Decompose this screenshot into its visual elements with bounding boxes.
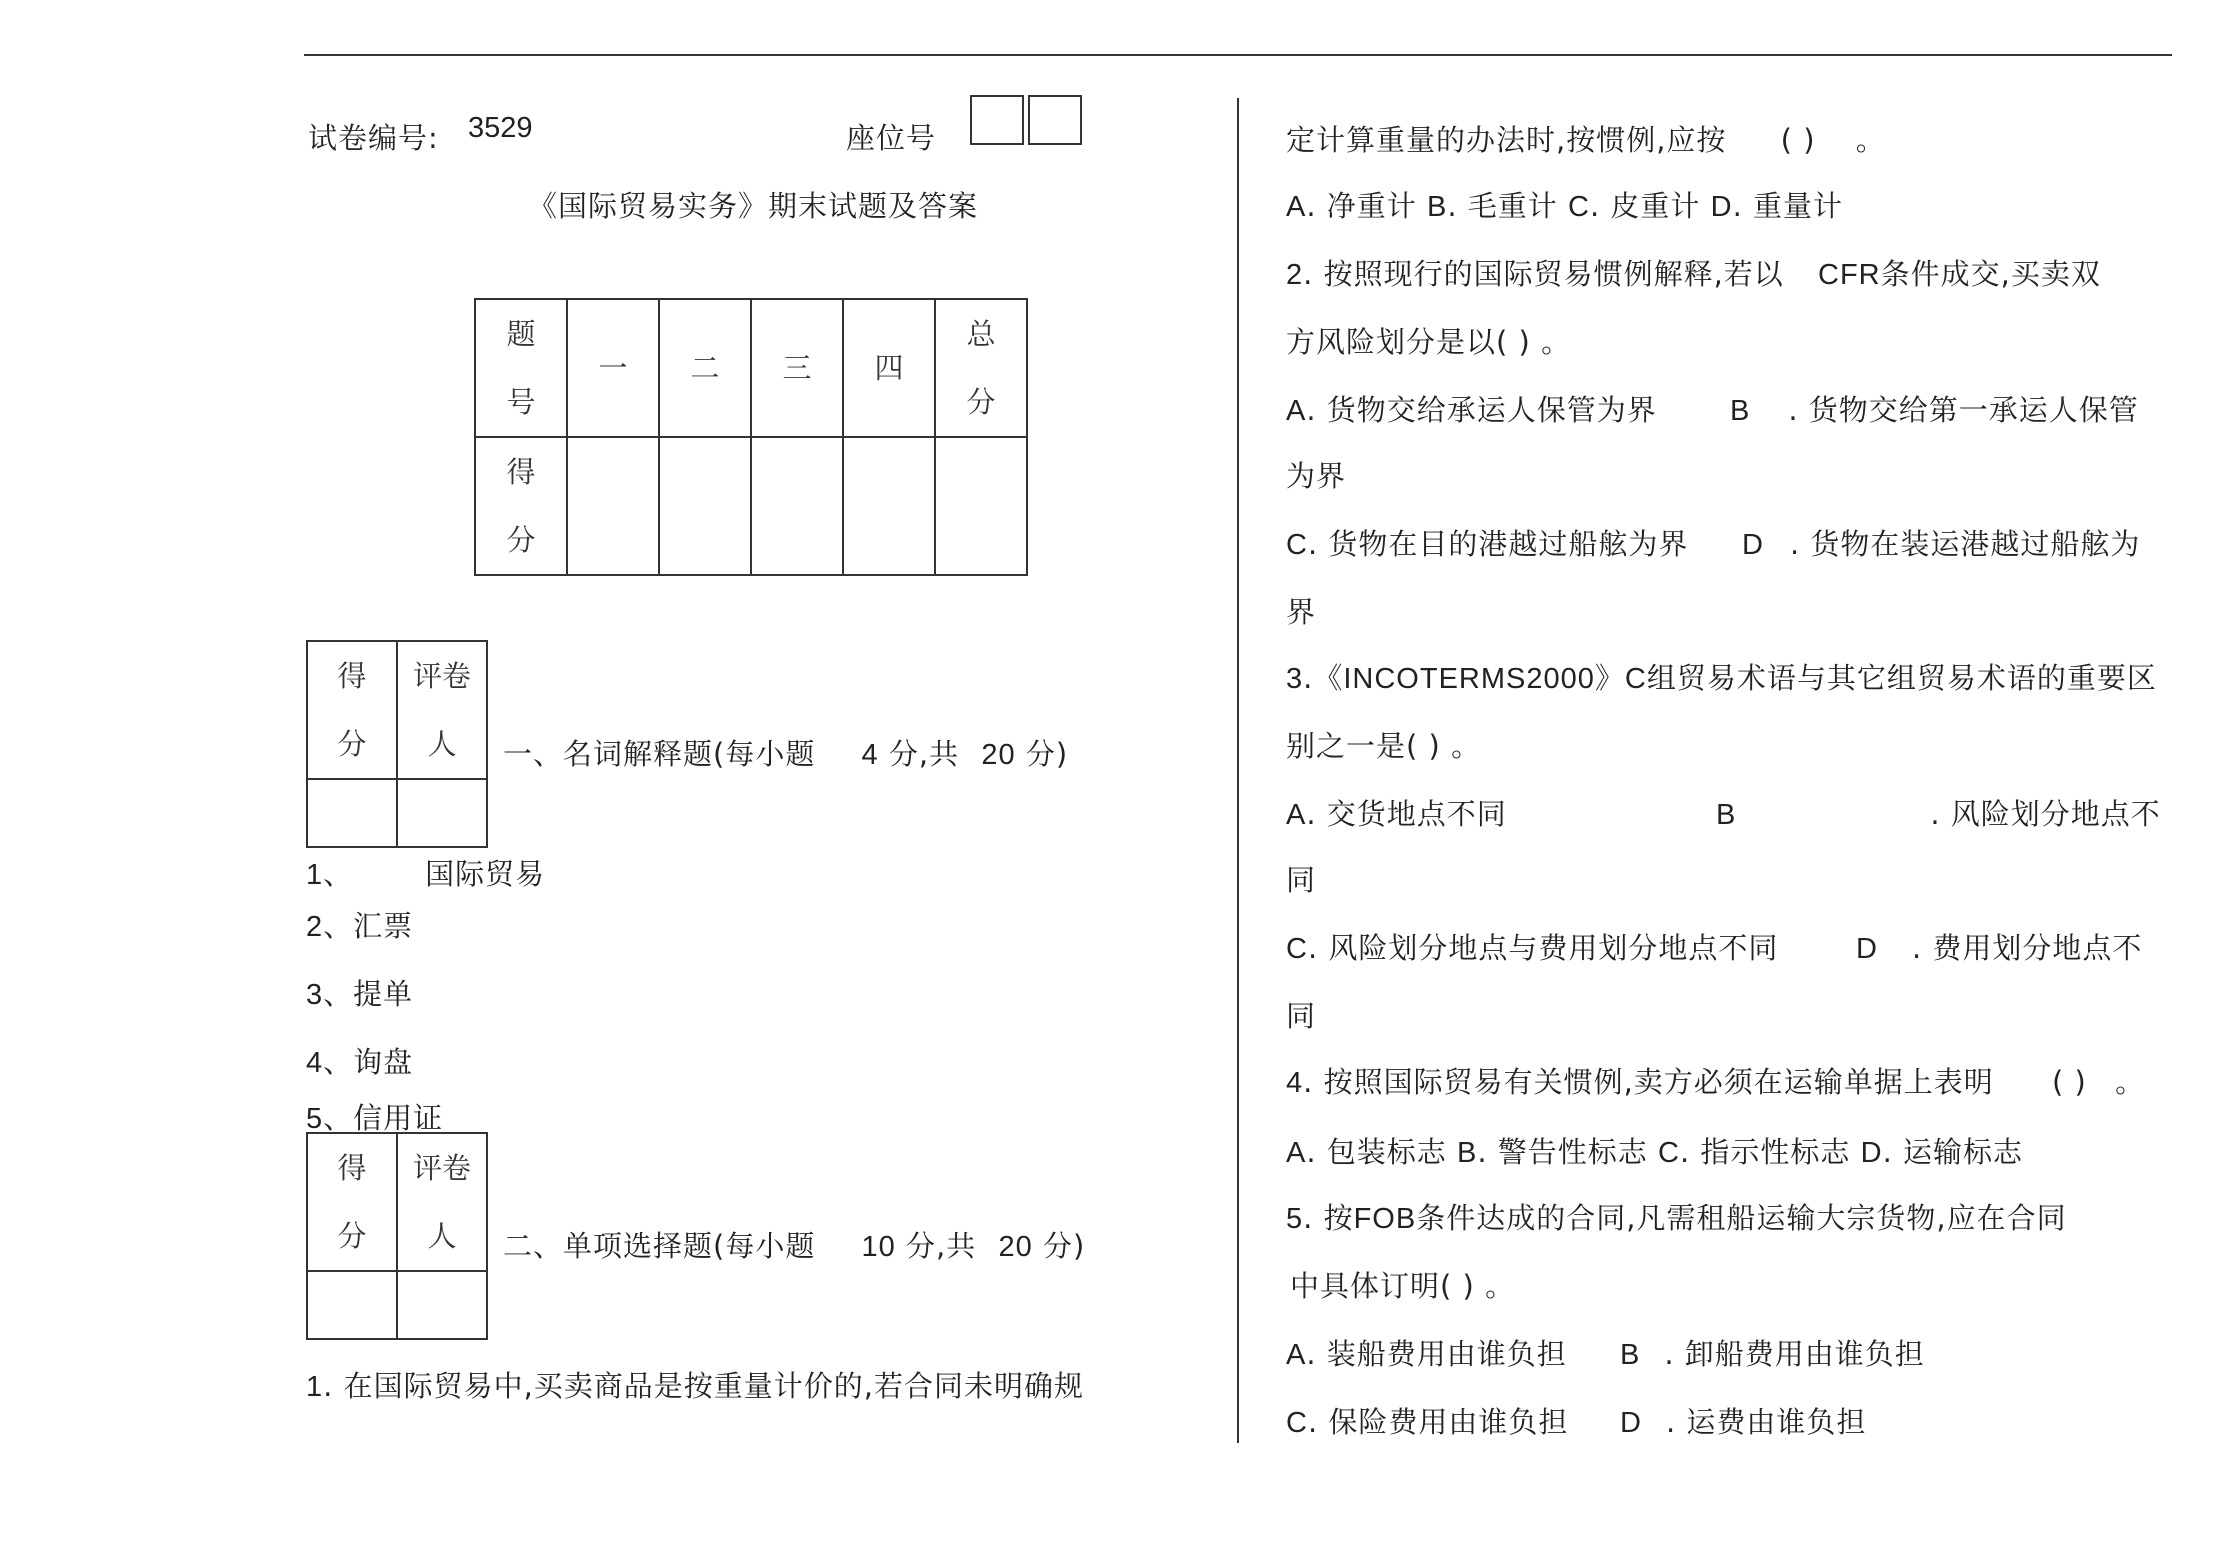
q2-option-c	[1286, 522, 1688, 563]
q4-opt-c: . 指示性标志	[1679, 1135, 1851, 1169]
q1-opt-c-letter: C	[1568, 191, 1590, 223]
q3-text-d: 组贸易术语与其它组贸易术语的重要区	[1646, 661, 2157, 695]
q5-option-c	[1286, 1400, 1568, 1441]
q2-b-letter: B	[1730, 395, 1751, 427]
q5-b-text: . 卸船费用由谁负担	[1664, 1337, 1925, 1371]
q2-b-text: . 货物交给第一承运人保管	[1788, 393, 2139, 427]
grader-box-1	[306, 640, 488, 848]
q2-c-letter: C	[1286, 529, 1308, 561]
grader-name-label	[397, 641, 487, 779]
q3-text-b: 》	[1594, 661, 1625, 695]
q2-option-b	[1730, 388, 2139, 429]
q3-c-group: C	[1624, 663, 1647, 695]
q3-b-continuation: 同	[1286, 863, 1317, 897]
q4-opt-b: . 警告性标志	[1477, 1135, 1648, 1169]
q1-options	[1286, 184, 1843, 225]
question-4	[1286, 1060, 2145, 1101]
section1-title-b: 分,共	[888, 737, 960, 771]
q4-paren: ( )	[2052, 1065, 2087, 1099]
grader-name-text: 评卷 人	[412, 659, 471, 761]
grader-name-input[interactable]	[397, 779, 487, 847]
q5-text-a: . 按	[1303, 1201, 1354, 1235]
grader-score-label	[307, 1133, 397, 1271]
q5-d-letter: D	[1620, 1407, 1642, 1439]
section2-title-c: 分)	[1042, 1229, 1086, 1263]
q2-d-continuation: 界	[1286, 595, 1317, 629]
q2-a-letter: A	[1286, 395, 1307, 427]
seat-box-1[interactable]	[970, 95, 1024, 145]
section2-title-b: 分,共	[906, 1229, 977, 1263]
question-2	[1286, 252, 2101, 293]
q2-text-b: 条件成交,买卖双	[1880, 257, 2101, 291]
q4-opt-c-letter: C	[1658, 1137, 1680, 1169]
top-rule	[304, 54, 2172, 56]
q2-cfr: CFR	[1818, 259, 1881, 291]
q3-d-letter: D	[1856, 933, 1878, 965]
q4-opt-a: . 包装标志	[1306, 1135, 1447, 1169]
score-header-cell	[567, 299, 659, 437]
q2-line2: 方风险划分是以( ) 。	[1286, 325, 1572, 359]
question-3	[1286, 656, 2157, 697]
term-item-1	[306, 852, 545, 893]
q1-opt-d-letter: D	[1710, 191, 1733, 223]
grader-score-text: 得 分	[337, 1151, 367, 1253]
q3-year: 2000	[1526, 663, 1595, 695]
q2-text-a: . 按照现行的国际贸易惯例解释,若以	[1303, 257, 1784, 291]
q1-end: 。	[1855, 123, 1886, 157]
section1-title	[503, 732, 1068, 773]
term-num-5: 5	[306, 1103, 324, 1135]
score-header-2: 二	[690, 351, 720, 385]
grader-box-2	[306, 1132, 488, 1340]
q4-options	[1286, 1130, 2023, 1171]
score-input-cell[interactable]	[843, 437, 935, 575]
q2-d-letter: D	[1742, 529, 1764, 561]
term-num-1: 1、	[306, 859, 354, 891]
term-item-5	[306, 1096, 443, 1137]
q3-incoterms: INCOTERMS	[1343, 663, 1527, 695]
section2-title-a: 二、单项选择题(每小题	[503, 1229, 816, 1263]
grader-score-input[interactable]	[307, 1271, 397, 1339]
question-5	[1286, 1196, 2067, 1237]
q4-opt-a-letter: A	[1286, 1137, 1307, 1169]
q5-option-d	[1620, 1400, 1866, 1441]
q4-opt-d-letter: D	[1860, 1137, 1883, 1169]
grader-name-text: 评卷 人	[412, 1151, 471, 1253]
q3-c-text: . 风险划分地点与费用划分地点不同	[1307, 931, 1779, 965]
section1-title-c: 分)	[1025, 737, 1069, 771]
q3-b-text: . 风险划分地点不	[1930, 797, 2161, 831]
q3-option-c	[1286, 926, 1778, 967]
score-header-cell	[751, 299, 843, 437]
q1-opt-d: . 重量计	[1732, 189, 1843, 223]
q4-text: . 按照国际贸易有关惯例,卖方必须在运输单据上表明	[1303, 1065, 1994, 1099]
q5-option-a	[1286, 1332, 1567, 1373]
term-num-3: 3	[306, 979, 324, 1011]
q3-option-b	[1716, 792, 2161, 833]
q2-option-d	[1742, 522, 2140, 563]
term-num-4: 4	[306, 1047, 324, 1079]
term-num-2: 2	[306, 911, 324, 943]
section2-total: 20	[998, 1231, 1033, 1263]
q3-option-d	[1856, 926, 2142, 967]
q3-a-letter: A	[1286, 799, 1307, 831]
score-header-cell	[843, 299, 935, 437]
grader-score-text: 得 分	[337, 659, 367, 761]
q3-num: 3	[1286, 663, 1304, 695]
section2-title	[503, 1224, 1085, 1265]
section2-points: 10	[861, 1231, 896, 1263]
q1-continuation	[1286, 118, 1886, 159]
q5-c-letter: C	[1286, 1407, 1308, 1439]
q1-opt-c: . 皮重计	[1589, 189, 1701, 223]
section1-points: 4	[861, 739, 879, 771]
score-input-cell[interactable]	[935, 437, 1027, 575]
q2-d-text: . 货物在装运港越过船舷为	[1789, 527, 2141, 561]
column-divider	[1237, 98, 1239, 1443]
q3-c-letter: C	[1286, 933, 1308, 965]
score-header-total: 总 分	[966, 317, 996, 419]
q4-opt-d: . 运输标志	[1882, 1135, 2023, 1169]
q5-c-text: . 保险费用由谁负担	[1307, 1405, 1569, 1439]
q5-b-letter: B	[1620, 1339, 1641, 1371]
term-text-5: 、信用证	[323, 1101, 444, 1135]
grader-name-input[interactable]	[397, 1271, 487, 1339]
q3-d-text: . 费用划分地点不	[1911, 931, 2143, 965]
q5-d-text: . 运费由谁负担	[1665, 1405, 1867, 1439]
q1-paren: ( )	[1780, 123, 1816, 157]
score-header-topic: 题 号	[506, 317, 536, 419]
q4-num: 4	[1286, 1067, 1304, 1099]
q1-opt-b: . 毛重计	[1447, 189, 1558, 223]
score-header-4: 四	[874, 351, 904, 385]
q1-num: 1	[306, 1371, 324, 1403]
score-input-cell[interactable]	[751, 437, 843, 575]
seat-box-2[interactable]	[1028, 95, 1082, 145]
q5-option-b	[1620, 1332, 1925, 1373]
grader-score-input[interactable]	[307, 779, 397, 847]
q2-b-continuation: 为界	[1286, 459, 1347, 493]
grader-score-label	[307, 641, 397, 779]
q2-num: 2	[1286, 259, 1304, 291]
score-header-cell	[659, 299, 751, 437]
question-1	[306, 1364, 1084, 1405]
q3-d-continuation: 同	[1286, 999, 1317, 1033]
score-input-cell[interactable]	[567, 437, 659, 575]
q5-line2: 中具体订明( ) 。	[1290, 1269, 1516, 1303]
q5-a-letter: A	[1286, 1339, 1307, 1371]
q3-a-text: . 交货地点不同	[1306, 797, 1507, 831]
q2-option-a	[1286, 388, 1657, 429]
q1-cont-text: 定计算重量的办法时,按惯例,应按	[1286, 123, 1727, 157]
q5-a-text: . 装船费用由谁负担	[1306, 1337, 1567, 1371]
q3-line2: 别之一是( ) 。	[1286, 729, 1482, 763]
score-header-cell	[935, 299, 1027, 437]
q1-opt-a: . 净重计	[1306, 189, 1417, 223]
q1-opt-b-letter: B	[1427, 191, 1448, 223]
term-text-1: 国际贸易	[425, 857, 546, 891]
q2-a-text: . 货物交给承运人保管为界	[1306, 393, 1657, 427]
term-item-2	[306, 904, 413, 945]
score-row-label	[475, 437, 567, 575]
seat-label: 座位号	[846, 121, 937, 155]
q1-text: . 在国际贸易中,买卖商品是按重量计价的,若合同未明确规	[323, 1369, 1085, 1403]
q1-opt-a-letter: A	[1286, 191, 1307, 223]
term-item-4	[306, 1040, 413, 1081]
q5-text-b: 条件达成的合同,凡需租船运输大宗货物,应在合同	[1416, 1201, 2067, 1235]
page-title: 《国际贸易实务》期末试题及答案	[528, 189, 979, 223]
section1-title-a: 一、名词解释题(每小题	[503, 737, 816, 771]
q5-fob: FOB	[1353, 1203, 1417, 1235]
q3-text-a: .《	[1303, 661, 1344, 695]
q2-c-text: . 货物在目的港越过船舷为界	[1307, 527, 1689, 561]
score-header-1: 一	[598, 351, 628, 385]
term-text-3: 、提单	[323, 977, 414, 1011]
score-table	[474, 298, 1028, 576]
section1-total: 20	[981, 739, 1016, 771]
q4-end: 。	[2115, 1065, 2146, 1099]
term-text-2: 、汇票	[323, 909, 414, 943]
exam-number-label: 试卷编号:	[308, 121, 439, 155]
q3-b-letter: B	[1716, 799, 1737, 831]
term-item-3	[306, 972, 413, 1013]
score-label: 得 分	[506, 455, 536, 557]
score-input-cell[interactable]	[659, 437, 751, 575]
score-header-cell	[475, 299, 567, 437]
exam-number: 3529	[468, 112, 533, 144]
score-header-3: 三	[782, 351, 812, 385]
q5-num: 5	[1286, 1203, 1304, 1235]
q4-opt-b-letter: B	[1457, 1137, 1478, 1169]
grader-name-label	[397, 1133, 487, 1271]
term-text-4: 、询盘	[323, 1045, 414, 1079]
q3-option-a	[1286, 792, 1507, 833]
